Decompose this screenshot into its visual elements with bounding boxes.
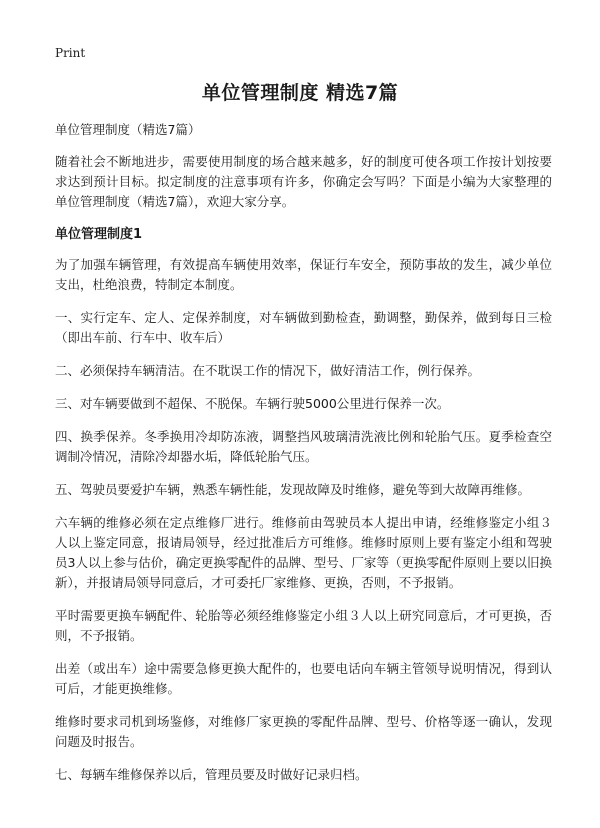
page-title: 单位管理制度 精选7篇 bbox=[201, 82, 399, 104]
paragraph: 二、必须保持车辆清洁。在不耽误工作的情况下，做好清洁工作，例行保养。 bbox=[55, 363, 481, 378]
paragraph: 三、对车辆要做到不超保、不脱保。车辆行驶5000公里进行保养一次。 bbox=[55, 396, 450, 411]
document-subtitle: 单位管理制度（精选7篇） bbox=[55, 122, 201, 137]
section-heading: 单位管理制度1 bbox=[55, 227, 143, 242]
intro-paragraph: 随着社会不断地进步，需要使用制度的场合越来越多，好的制度可使各项工作按计划按要求达到预计目标。拟定制度的注意事项有许多，你确定会写吗？下面是小编为大家整理的单位管理制度（精选7篇），欢迎大家分享。 bbox=[55, 154, 552, 209]
paragraph: 五、驾驶员要爱护车辆，熟悉车辆性能，发现故障及时维修，避免等到大故障再维修。 bbox=[55, 482, 531, 497]
paragraph: 出差（或出车）途中需要急修更换大配件的，也要电话向车辆主管领导说明情况，得到认可后，才能更换维修。 bbox=[55, 661, 552, 696]
paragraph: 四、换季保养。冬季换用冷却防冻液，调整挡风玻璃清洗液比例和轮胎气压。夏季检查空调制冷情况，清除冷却器水垢，降低轮胎气压。 bbox=[55, 429, 552, 464]
document-body bbox=[55, 120, 552, 798]
paragraph: 维修时要求司机到场鉴修，对维修厂家更换的零配件品牌、型号、价格等逐一确认，发现问题及时报告。 bbox=[55, 714, 552, 749]
paragraph: 七、每辆车维修保养以后，管理员要及时做好记录归档。 bbox=[55, 767, 368, 782]
paragraph: 一、实行定车、定人、定保养制度，对车辆做到勤检查，勤调整，勤保养，做到每日三检（即出车前、行车中、收车后） bbox=[55, 310, 552, 345]
print-link[interactable]: Print bbox=[55, 46, 86, 60]
paragraph: 六车辆的维修必须在定点维修厂进行。维修前由驾驶员本人提出申请，经维修鉴定小组３人以上鉴定同意，报请局领导，经过批准后方可维修。维修时原则上要有鉴定小组和驾驶员3人以上参与估价，确定更换零配件的品牌、型号、厂家等（更换零配件原则上要以旧换新），并报请局领导同意后，才可委托厂家维修、更换，否则，不予报销。 bbox=[55, 515, 552, 590]
paragraph: 为了加强车辆管理，有效提高车辆使用效率，保证行车安全，预防事故的发生，减少单位支出，杜绝浪费，特制定本制度。 bbox=[55, 257, 552, 292]
paragraph: 平时需要更换车辆配件、轮胎等必须经维修鉴定小组３人以上研究同意后，才可更换，否则，不予报销。 bbox=[55, 608, 552, 643]
